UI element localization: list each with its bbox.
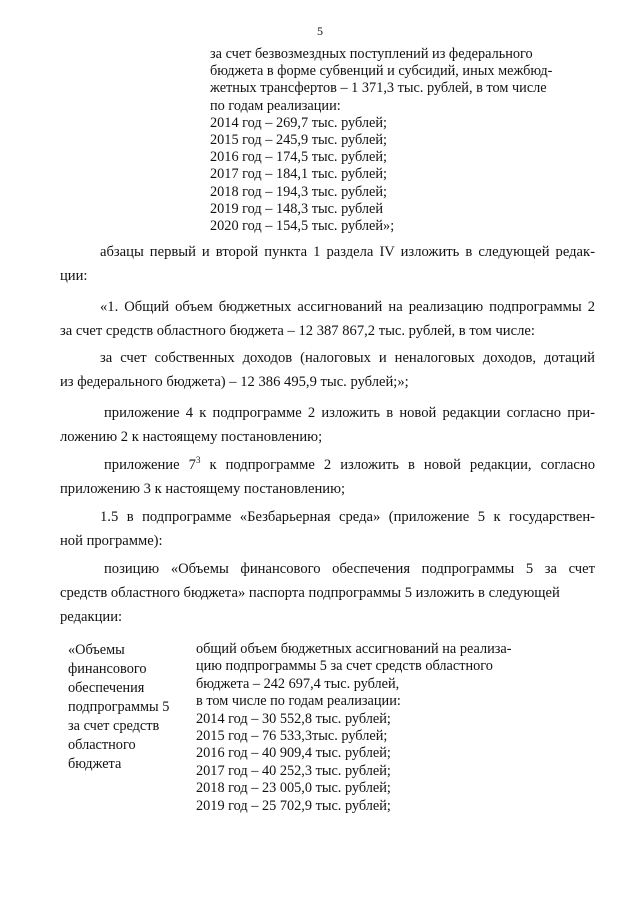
text-fragment: приложение 7 bbox=[104, 457, 196, 473]
paragraph-line: абзацы первый и второй пункта 1 раздела IV изложить в следующей редак- bbox=[100, 244, 595, 260]
year-line: 2015 год – 76 533,3тыс. рублей; bbox=[196, 728, 388, 745]
paragraph-line: из федерального бюджета) – 12 386 495,9 тыс. рублей;»; bbox=[60, 374, 409, 390]
year-line: 2016 год – 174,5 тыс. рублей; bbox=[210, 149, 388, 166]
year-line: 2018 год – 194,3 тыс. рублей; bbox=[210, 183, 388, 200]
label-line: за счет средств bbox=[68, 718, 160, 734]
paragraph-line bbox=[60, 453, 595, 477]
paragraph-line: приложение 4 к подпрограмме 2 изложить в новой редакции согласно при- bbox=[104, 405, 595, 421]
year-line: 2014 год – 30 552,8 тыс. рублей; bbox=[196, 710, 391, 727]
text-line: жетных трансфертов – 1 371,3 тыс. рублей, в том числе bbox=[210, 80, 547, 97]
year-line: 2017 год – 184,1 тыс. рублей; bbox=[210, 166, 388, 183]
year-line: 2018 год – 23 005,0 тыс. рублей; bbox=[196, 780, 391, 797]
paragraph-line: 1.5 в подпрограмме «Безбарьерная среда» (приложение 5 к государствен- bbox=[100, 509, 595, 525]
paragraph-line: ложению 2 к настоящему постановлению; bbox=[60, 429, 323, 445]
year-line: 2019 год – 148,3 тыс. рублей bbox=[210, 200, 384, 217]
year-line: 2015 год – 245,9 тыс. рублей; bbox=[210, 132, 388, 149]
value-line: цию подпрограммы 5 за счет средств областного bbox=[196, 658, 493, 675]
text-line: за счет безвозмездных поступлений из федерального bbox=[210, 46, 533, 62]
text-line: бюджета в форме субвенций и субсидий, иных межбюд- bbox=[210, 63, 553, 80]
paragraph-line: «1. Общий объем бюджетных ассигнований на реализацию подпрограммы 2 bbox=[100, 299, 595, 315]
superscript: 3 bbox=[195, 455, 201, 466]
paragraph-line: редакции: bbox=[60, 609, 123, 625]
label-line: финансового bbox=[68, 661, 147, 677]
paragraph-appendix-7-3 bbox=[60, 453, 595, 501]
paragraph-line: за счет собственных доходов (налоговых и неналоговых доходов, дотаций bbox=[100, 350, 595, 366]
page-number: 5 bbox=[317, 24, 323, 38]
federal-funding-block bbox=[210, 46, 552, 235]
value-line: общий объем бюджетных ассигнований на реализа- bbox=[196, 641, 512, 657]
year-line: 2016 год – 40 909,4 тыс. рублей; bbox=[196, 745, 391, 762]
paragraph-line: ной программе): bbox=[60, 533, 163, 549]
paragraph-line: средств областного бюджета» паспорта подпрограммы 5 изложить в следующей bbox=[60, 585, 560, 601]
text-line: по годам реализации: bbox=[210, 97, 341, 114]
paragraph-total-volume bbox=[60, 295, 595, 343]
passport-table-value bbox=[196, 641, 512, 815]
label-line: обеспечения bbox=[68, 680, 145, 696]
passport-table-label bbox=[68, 641, 169, 774]
label-line: подпрограммы 5 bbox=[68, 699, 170, 715]
year-line: 2017 год – 40 252,3 тыс. рублей; bbox=[196, 762, 391, 779]
year-line: 2014 год – 269,7 тыс. рублей; bbox=[210, 114, 388, 131]
paragraph-line: приложению 3 к настоящему постановлению; bbox=[60, 481, 346, 497]
paragraph-position bbox=[60, 557, 595, 629]
year-line: 2019 год – 25 702,9 тыс. рублей; bbox=[196, 797, 391, 814]
paragraph-section-iv bbox=[60, 240, 595, 288]
paragraph-item-1-5 bbox=[60, 505, 595, 553]
label-line: «Объемы bbox=[68, 642, 125, 658]
paragraph-line: ции: bbox=[60, 268, 88, 284]
paragraph-own-revenue bbox=[60, 346, 595, 394]
label-line: областного bbox=[68, 737, 136, 753]
value-line: в том числе по годам реализации: bbox=[196, 693, 401, 710]
text-fragment: к подпрограмме 2 изложить в новой редакции, согласно bbox=[200, 457, 595, 473]
paragraph-line: за счет средств областного бюджета – 12 387 867,2 тыс. рублей, в том числе: bbox=[60, 323, 535, 339]
year-line: 2020 год – 154,5 тыс. рублей»; bbox=[210, 218, 395, 235]
paragraph-line: позицию «Объемы финансового обеспечения подпрограммы 5 за счет bbox=[104, 561, 595, 577]
label-line: бюджета bbox=[68, 756, 122, 772]
paragraph-appendix-4 bbox=[60, 401, 595, 449]
value-line: бюджета – 242 697,4 тыс. рублей, bbox=[196, 675, 400, 692]
